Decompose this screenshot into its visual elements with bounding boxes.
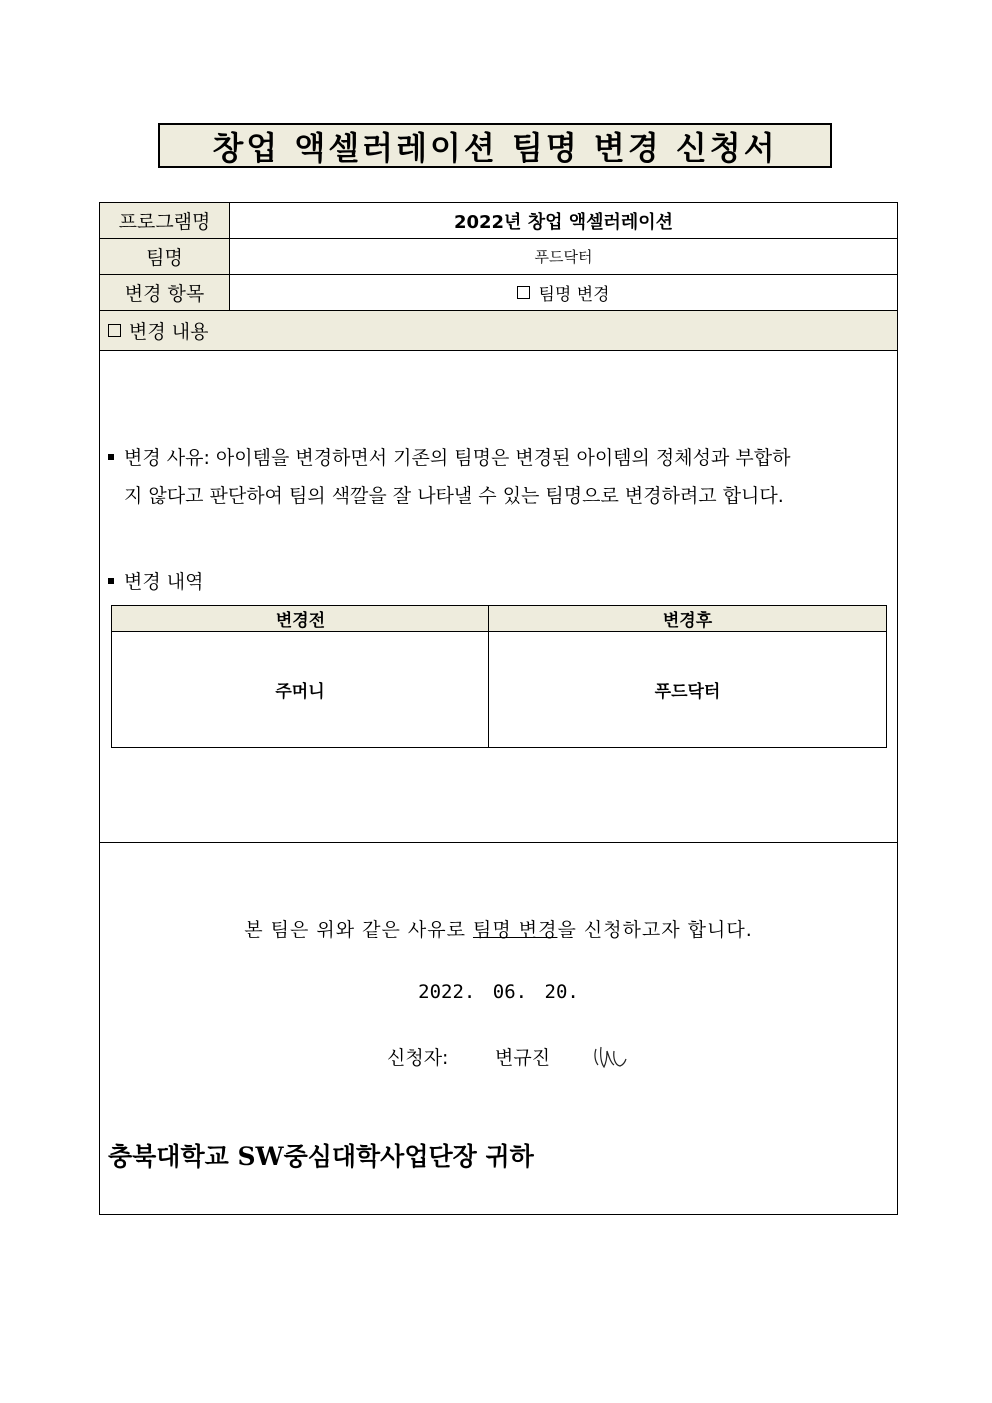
change-item-value: 팀명 변경: [538, 285, 610, 305]
history-table: [111, 605, 887, 748]
declaration-underlined: 팀명 변경: [472, 919, 558, 941]
team-label: 팀명: [100, 239, 230, 274]
history-label: 변경 내역: [124, 571, 204, 593]
declaration-suffix: 을 신청하고자 합니다.: [557, 919, 753, 941]
declaration-prefix: 본 팀은 위와 같은 사유로: [244, 919, 473, 941]
change-item-row: [100, 275, 897, 311]
checkbox-icon[interactable]: [108, 324, 121, 337]
change-item-value-wrap: [230, 275, 897, 310]
change-reason: [108, 439, 891, 515]
checkbox-icon[interactable]: [517, 286, 530, 299]
change-item-label: 변경 항목: [100, 275, 230, 310]
section-header: [100, 311, 897, 351]
document-title: 창업 액셀러레이션 팀명 변경 신청서: [212, 128, 778, 167]
addressee: 충북대학교 SW중심대학사업단장 귀하: [108, 1142, 534, 1171]
applicant-label: 신청자:: [387, 1047, 449, 1069]
history-label-wrap: [108, 567, 203, 594]
section-divider: [100, 842, 897, 843]
applicant-name: 변규진: [495, 1047, 551, 1069]
bullet-icon: [108, 578, 114, 584]
bullet-icon: [108, 454, 114, 460]
document-title-box: [158, 123, 832, 168]
program-label: 프로그램명: [100, 203, 230, 238]
team-row: [100, 239, 897, 275]
signature-mark: [592, 1041, 628, 1073]
program-value: 2022년 창업 액셀러레이션: [453, 211, 674, 233]
before-header: 변경전: [112, 606, 489, 632]
before-value: 주머니: [275, 682, 325, 702]
team-value: 푸드닥터: [534, 248, 593, 266]
reason-line-1: 변경 사유: 아이템을 변경하면서 기존의 팀명은 변경된 아이템의 정체성과 부합하: [124, 447, 791, 469]
reason-line-2: 지 않다고 판단하여 팀의 색깔을 잘 나타낼 수 있는 팀명으로 변경하려고 합니다.: [124, 485, 784, 507]
section-title: 변경 내용: [129, 321, 209, 343]
application-form: [99, 202, 898, 1215]
program-row: [100, 203, 897, 239]
after-value: 푸드닥터: [654, 682, 721, 702]
after-header: 변경후: [489, 606, 886, 632]
declaration: [100, 915, 897, 942]
application-date: 2022. 06. 20.: [418, 981, 579, 1003]
